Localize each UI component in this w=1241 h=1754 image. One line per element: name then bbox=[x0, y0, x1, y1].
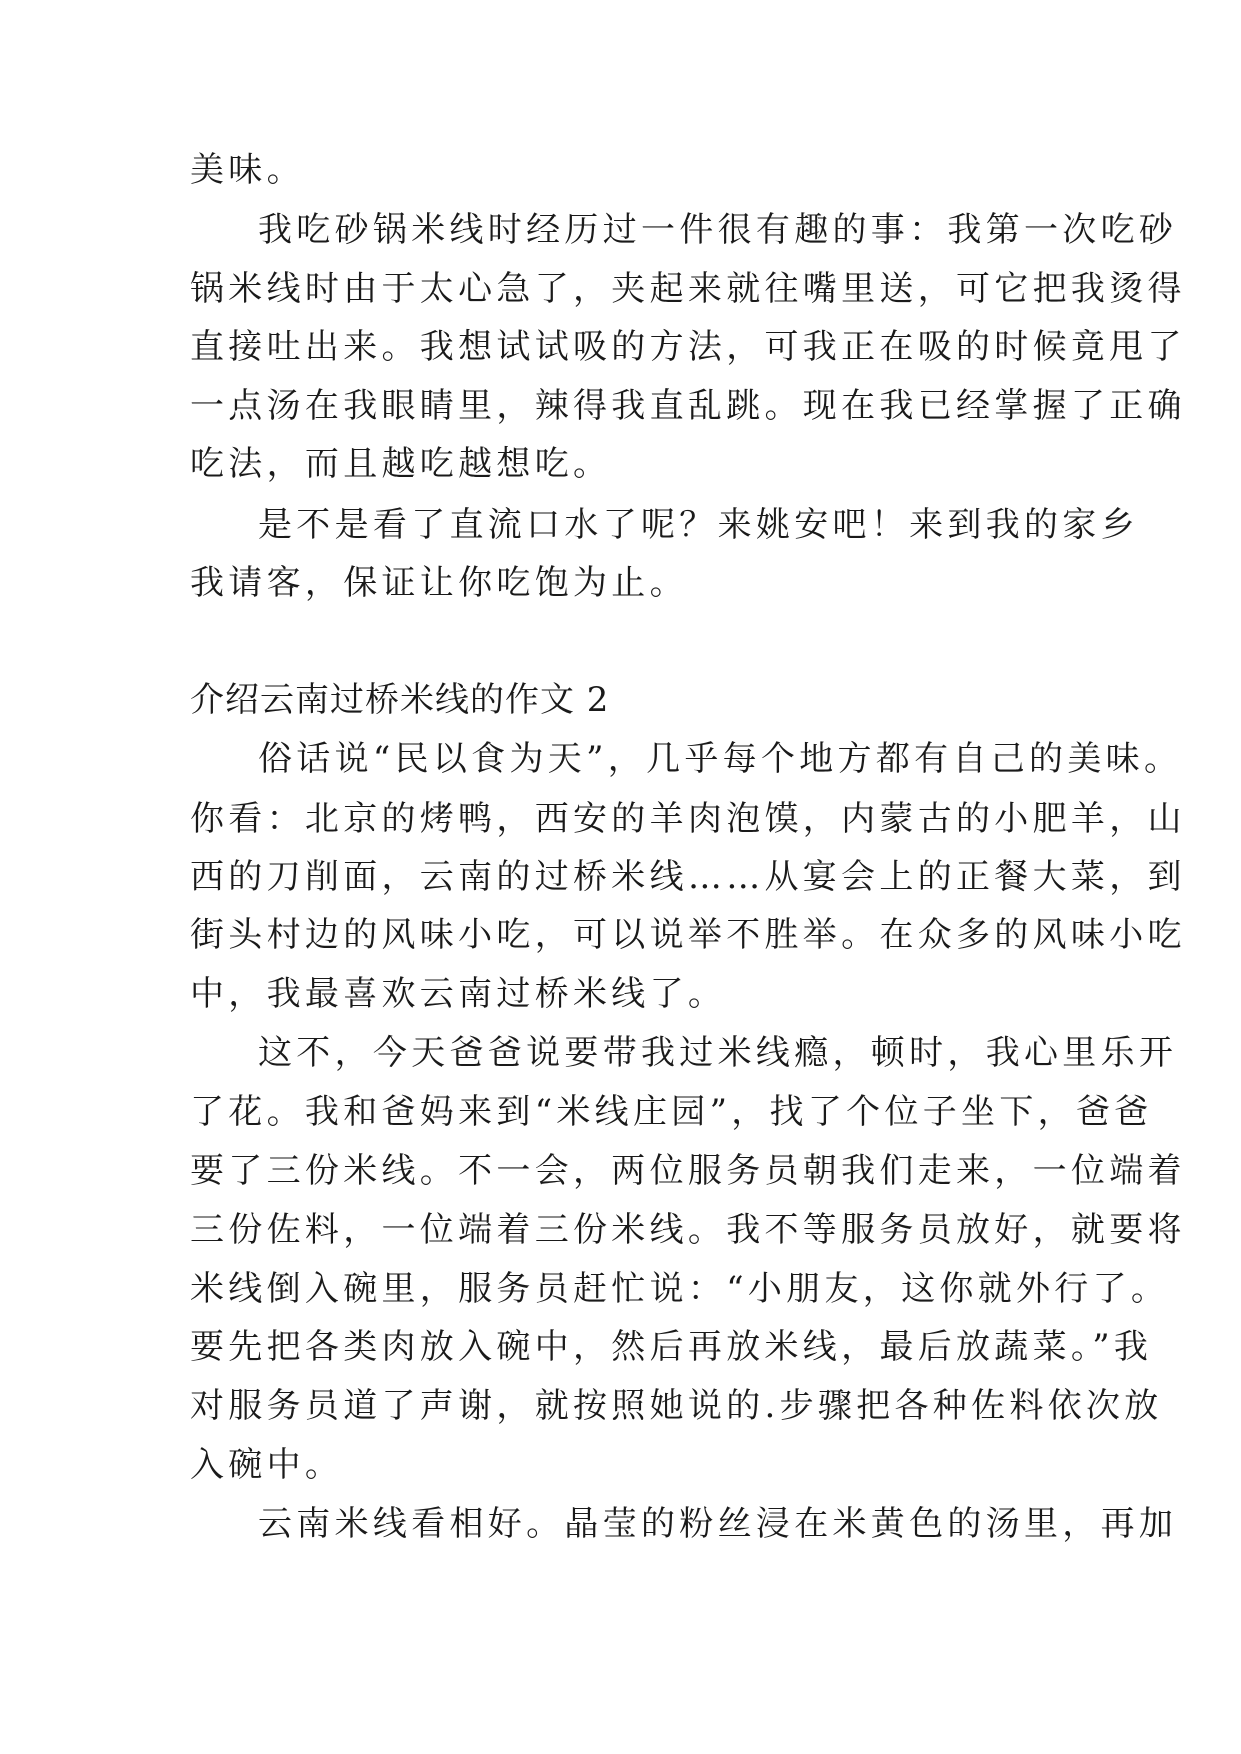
text-line: 美味。 bbox=[190, 150, 305, 190]
text-line: 入碗中。 bbox=[190, 1445, 344, 1485]
text-line: 米线倒入碗里，服务员赶忙说：“小朋友，这你就外行了。 bbox=[190, 1269, 1170, 1309]
text-line: 西的刀削面，云南的过桥米线……从宴会上的正餐大菜，到 bbox=[190, 857, 1186, 897]
text-line: 三份佐料，一位端着三份米线。我不等服务员放好，就要将 bbox=[190, 1210, 1186, 1250]
paragraph-start-line: 是不是看了直流口水了呢？来姚安吧！来到我的家乡 bbox=[258, 505, 1139, 545]
text-line: 锅米线时由于太心急了，夹起来就往嘴里送，可它把我烫得 bbox=[190, 269, 1186, 309]
paragraph-start-line: 俗话说“民以食为天”，几乎每个地方都有自己的美味。 bbox=[258, 739, 1183, 779]
paragraph-start-line: 云南米线看相好。晶莹的粉丝浸在米黄色的汤里，再加 bbox=[258, 1504, 1178, 1544]
text-line: 我请客，保证让你吃饱为止。 bbox=[190, 563, 688, 603]
text-line: 要先把各类肉放入碗中，然后再放米线，最后放蔬菜。”我 bbox=[190, 1327, 1153, 1367]
text-line: 街头村边的风味小吃，可以说举不胜举。在众多的风味小吃 bbox=[190, 915, 1186, 955]
text-line: 直接吐出来。我想试试吸的方法，可我正在吸的时候竟甩了 bbox=[190, 327, 1186, 367]
text-line: 一点汤在我眼睛里，辣得我直乱跳。现在我已经掌握了正确 bbox=[190, 386, 1186, 426]
paragraph-start-line: 这不，今天爸爸说要带我过米线瘾，顿时，我心里乐开 bbox=[258, 1033, 1178, 1073]
text-line: 要了三份米线。不一会，两位服务员朝我们走来，一位端着 bbox=[190, 1151, 1186, 1191]
text-line: 吃法，而且越吃越想吃。 bbox=[190, 444, 612, 484]
text-line: 中，我最喜欢云南过桥米线了。 bbox=[190, 974, 727, 1014]
paragraph-start-line: 我吃砂锅米线时经历过一件很有趣的事：我第一次吃砂 bbox=[258, 210, 1178, 250]
text-line: 对服务员道了声谢，就按照她说的.步骤把各种佐料依次放 bbox=[190, 1386, 1163, 1426]
text-line: 你看：北京的烤鸭，西安的羊肉泡馍，内蒙古的小肥羊，山 bbox=[190, 799, 1186, 839]
text-line: 了花。我和爸妈来到“米线庄园”，找了个位子坐下，爸爸 bbox=[190, 1092, 1153, 1132]
section-heading: 介绍云南过桥米线的作文 2 bbox=[190, 680, 610, 720]
